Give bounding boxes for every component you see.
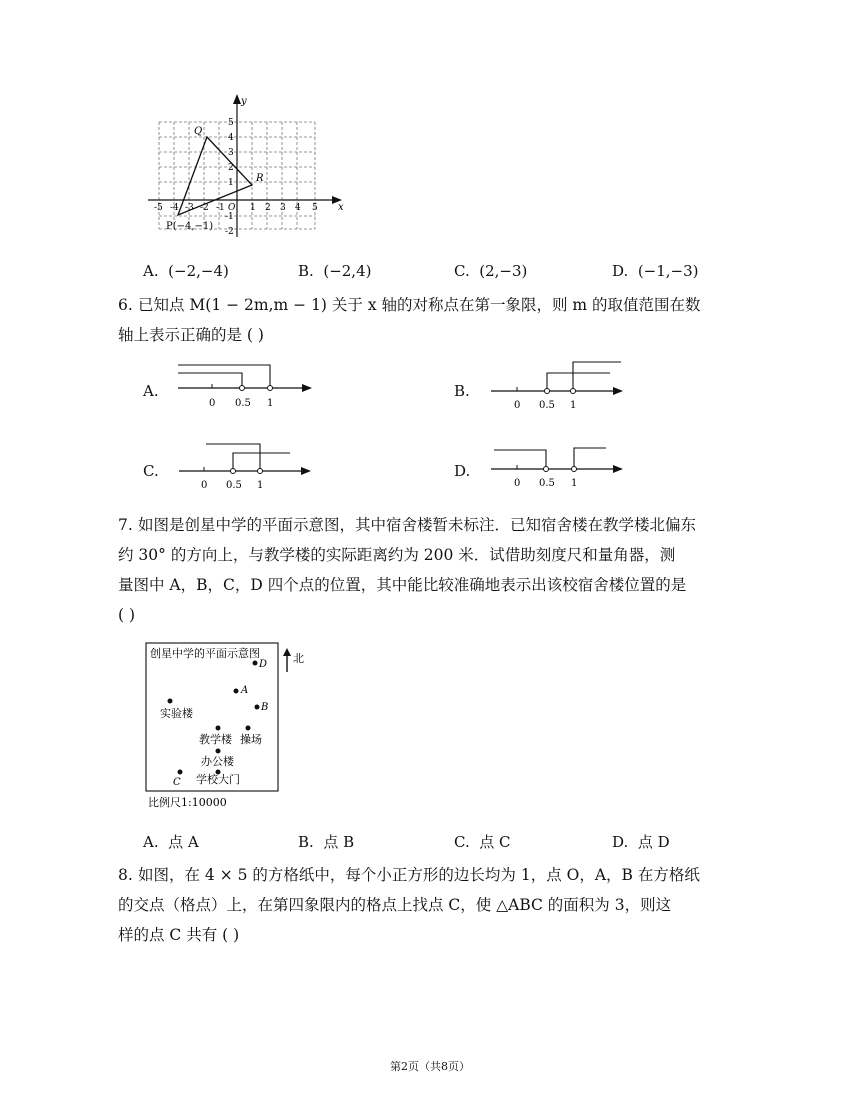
q6-option-c-numberline[interactable]: [174, 436, 324, 492]
school-map: [140, 640, 320, 812]
origin-label: O: [228, 203, 236, 213]
point-d: D: [259, 659, 268, 670]
y-tick: -2: [225, 227, 234, 237]
question-7: [118, 510, 758, 630]
q5-option-c[interactable]: C. (2,−3): [454, 262, 528, 280]
tick-1: 1: [571, 478, 578, 489]
question-text: 约 30° 的方向上，与教学楼的实际距离约为 200 米．试借助刻度尺和量角器，测: [118, 546, 676, 564]
x-tick: -1: [216, 203, 225, 213]
question-number: 6.: [118, 296, 133, 314]
x-tick: 2: [265, 203, 271, 213]
q6-option-c-label[interactable]: C.: [143, 462, 159, 480]
page-footer: 第2页（共8页）: [390, 1060, 470, 1073]
x-tick: 3: [280, 203, 286, 213]
q6-option-a-label[interactable]: A.: [143, 382, 159, 400]
x-tick: 4: [295, 203, 301, 213]
point-a: A: [241, 685, 249, 696]
y-tick: 4: [228, 133, 234, 143]
tick-0: 0: [209, 398, 216, 409]
y-tick: 2: [228, 163, 234, 173]
x-tick: -4: [170, 203, 179, 213]
question-6: [118, 290, 758, 350]
tick-0-5: 0.5: [235, 398, 251, 409]
q6-option-b-numberline[interactable]: [486, 356, 636, 412]
point-q-label: Q: [194, 126, 203, 137]
tick-1: 1: [570, 400, 577, 411]
question-text: 量图中 A，B，C，D 四个点的位置，其中能比较准确地表示出该校宿舍楼位置的是: [118, 576, 687, 594]
q5-option-b[interactable]: B. (−2,4): [298, 262, 372, 280]
playground: 操场: [240, 733, 262, 746]
question-number: 7.: [118, 516, 133, 534]
tick-0: 0: [514, 478, 521, 489]
tick-1: 1: [267, 398, 274, 409]
q5-option-a[interactable]: A. (−2,−4): [143, 262, 229, 280]
point-p-label: P(−4,−1): [166, 221, 214, 232]
north-label: 北: [293, 652, 304, 665]
question-8: [118, 860, 758, 950]
x-tick: -3: [185, 203, 194, 213]
question-text: ( ): [118, 606, 136, 624]
question-text: 轴上表示正确的是 ( ): [118, 326, 264, 344]
teaching-building: 教学楼: [199, 733, 232, 746]
question-text: 已知点 M(1 − 2m,m − 1) 关于 x 轴的对称点在第一象限，则 m 的取值范围在数: [138, 296, 701, 314]
q6-option-d-numberline[interactable]: [486, 436, 636, 492]
x-axis-label: x: [338, 202, 344, 213]
question-text: 如图是创星中学的平面示意图，其中宿舍楼暂未标注．已知宿舍楼在教学楼北偏东: [138, 516, 697, 534]
tick-0-5: 0.5: [539, 400, 555, 411]
y-tick: -1: [225, 212, 234, 222]
q7-option-a[interactable]: A. 点 A: [143, 833, 199, 851]
x-tick: 1: [250, 203, 256, 213]
tick-0-5: 0.5: [539, 478, 555, 489]
office-building: 办公楼: [201, 755, 234, 768]
question-text: 的交点（格点）上，在第四象限内的格点上找点 C，使 △ABC 的面积为 3，则这: [118, 896, 672, 914]
q5-option-d[interactable]: D. (−1,−3): [612, 262, 699, 280]
q6-option-a-numberline[interactable]: [170, 356, 320, 412]
lab-building: 实验楼: [160, 707, 193, 720]
x-tick: 5: [312, 203, 318, 213]
tick-0: 0: [514, 400, 521, 411]
y-tick: 3: [228, 148, 234, 158]
q7-option-c[interactable]: C. 点 C: [454, 833, 511, 851]
q7-option-d[interactable]: D. 点 D: [612, 833, 670, 851]
y-tick: 5: [228, 118, 234, 128]
coordinate-figure: [140, 92, 355, 242]
question-text: 样的点 C 共有 ( ): [118, 926, 240, 944]
tick-0: 0: [201, 480, 208, 491]
q7-option-b[interactable]: B. 点 B: [298, 833, 355, 851]
point-b: B: [261, 702, 269, 713]
y-tick: 1: [228, 178, 234, 188]
map-title: 创星中学的平面示意图: [150, 647, 260, 660]
y-axis-label: y: [241, 96, 247, 107]
map-scale: 比例尺1:10000: [148, 796, 227, 809]
q6-option-b-label[interactable]: B.: [454, 382, 470, 400]
point-c: C: [173, 777, 181, 788]
x-tick: -5: [154, 203, 163, 213]
school-gate: 学校大门: [196, 773, 240, 786]
x-tick: -2: [200, 203, 209, 213]
q6-option-d-label[interactable]: D.: [454, 462, 471, 480]
point-r-label: R: [256, 173, 264, 184]
tick-0-5: 0.5: [226, 480, 242, 491]
tick-1: 1: [257, 480, 264, 491]
question-text: 如图，在 4 × 5 的方格纸中，每个小正方形的边长均为 1，点 O，A，B 在方格纸: [138, 866, 700, 884]
question-number: 8.: [118, 866, 133, 884]
